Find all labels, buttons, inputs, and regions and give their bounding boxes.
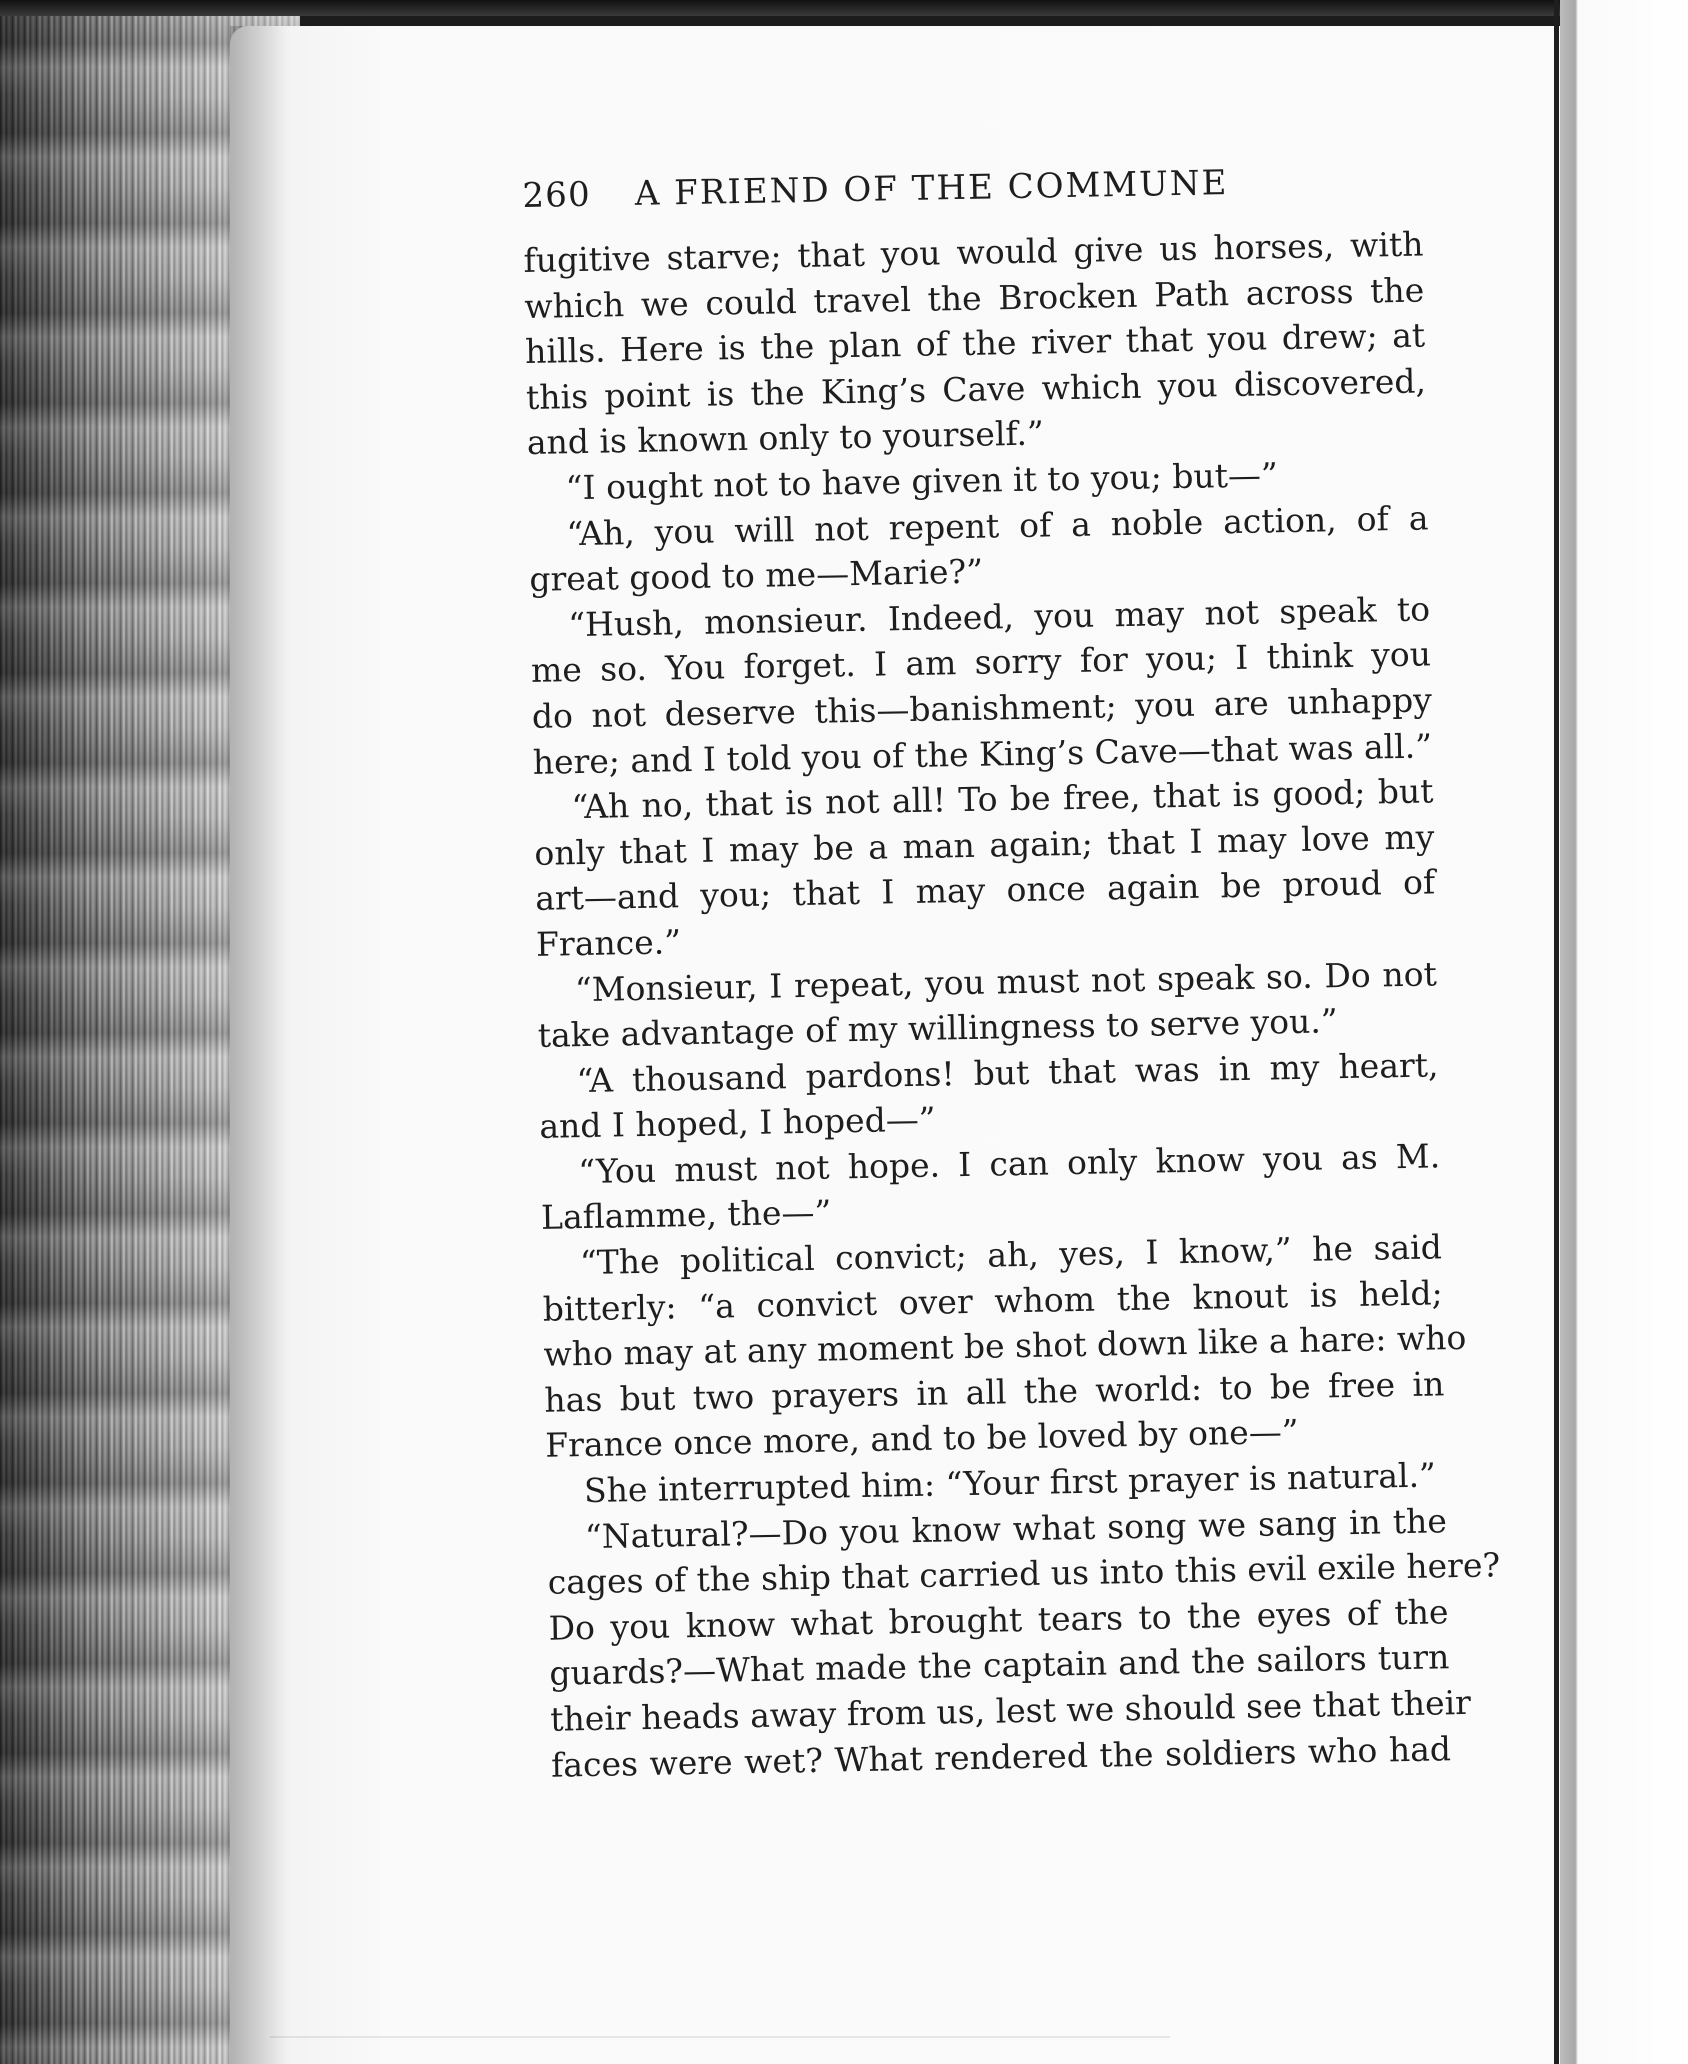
text-line: do not deserve this—banishment; you are unhappy [531, 680, 1433, 736]
text-line: fugitive starve; that you would give us horses, with [523, 224, 1424, 280]
text-line: France.” [535, 922, 682, 964]
text-line: “Ah no, that is not all! To be free, that is good; but [571, 771, 1434, 827]
page-number: 260 [522, 174, 592, 216]
text-line: bitterly: “a convict over whom the knout is held; [542, 1272, 1443, 1329]
text-line: France once more, and to be loved by one—” [544, 1412, 1299, 1466]
text-line: “Hush, monsieur. Indeed, you may not speak to [567, 589, 1431, 644]
text-line: take advantage of my willingness to serve you.” [537, 1001, 1339, 1055]
text-line: here; and I told you of the King’s Cave—that was all.” [532, 725, 1433, 782]
text-line: hills. Here is the plan of the river that you drew; at [524, 315, 1426, 372]
text-line: has but two prayers in all the world: to be free in [544, 1364, 1445, 1420]
gutter-shadow [230, 26, 290, 2064]
running-title: A FRIEND OF THE COMMUNE [634, 163, 1229, 214]
text-line: “Monsieur, I repeat, you must not speak so. Do not [574, 953, 1438, 1009]
text-line: great good to me—Marie?” [529, 551, 984, 600]
text-line: guards?—What made the captain and the sailors turn [549, 1637, 1450, 1694]
text-line: who may at any moment be shot down like a hare: who [543, 1318, 1467, 1375]
text-line: and is known only to yourself.” [526, 413, 1045, 463]
bottom-shadow-line [270, 2036, 1170, 2038]
text-line: “A thousand pardons! but that was in my heart, [576, 1045, 1439, 1100]
text-line: Do you know what brought tears to the eyes of the [548, 1592, 1449, 1648]
text-line: only that I may be a man again; that I may love my [534, 817, 1435, 873]
facing-page-edge [1560, 0, 1688, 2064]
text-line: “Ah, you will not repent of a noble action, of a [566, 498, 1429, 553]
text-line: She interrupted him: “Your first prayer is natural.” [583, 1455, 1437, 1511]
text-line: faces were wet? What rendered the soldiers who had [550, 1728, 1452, 1785]
page-text-block [522, 160, 1501, 1788]
page-edge-line [1554, 0, 1559, 2064]
text-line: and I hoped, I hoped—” [539, 1099, 936, 1147]
text-line: which we could travel the Brocken Path across the [524, 270, 1425, 326]
text-line: “You must not hope. I can only know you as M. [577, 1136, 1441, 1192]
text-line: art—and you; that I may once again be proud of [534, 862, 1436, 919]
text-line: “The political convict; ah, yes, I know,” he said [579, 1227, 1443, 1283]
text-line: me so. You forget. I am sorry for you; I think you [530, 634, 1432, 691]
text-line: cages of the ship that carried us into this evil exile here? [547, 1545, 1501, 1602]
text-line: Laflamme, the—” [540, 1192, 832, 1238]
top-binding-edge [0, 0, 1688, 16]
text-line: this point is the King’s Cave which you discovered, [525, 361, 1427, 417]
text-line: their heads away from us, lest we should see that their [549, 1682, 1472, 1739]
text-line: “I ought not to have given it to you; but—” [565, 455, 1279, 508]
text-line: “Natural?—Do you know what song we sang in the [584, 1500, 1448, 1556]
